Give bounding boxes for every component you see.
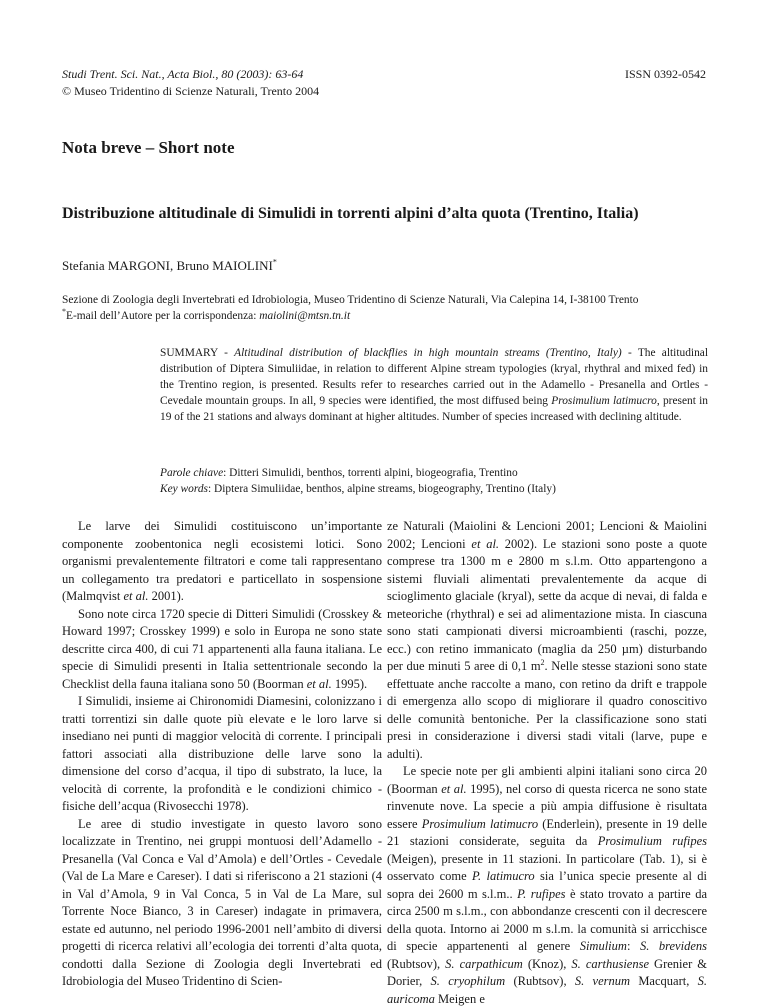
- affiliation-address: Sezione di Zoologia degli Invertebrati ed Idrobiologia, Museo Tridentino di Scienze Naturali, Via Calepina 14, I-38100 Trento: [62, 294, 639, 306]
- keywords: [160, 465, 708, 497]
- journal-citation: Studi Trent. Sci. Nat., Acta Biol., 80 (2003): 63-64: [62, 67, 304, 81]
- authors: [62, 258, 277, 274]
- summary-dash: -: [621, 347, 638, 359]
- summary-body: The altitudinal distribution of Diptera Simuliidae, in relation to different Alpine stream typologies (kryal, rhythral and mixed fed) in the Trentino region, is presented. Results refer to researches carried out in the Adamello - Presanella and Ortles - Cevedale mountain groups. In all, 9 species were identified, the most diffused being: [160, 347, 708, 407]
- affiliation: [62, 292, 722, 324]
- body-paragraph: Le larve dei Simulidi costituiscono un’importante componente zoobentonica negli ecosistemi lotici. Sono organismi prevalentemente filtratori e come tali rappresentano un collegamento tra predatori e particellato in sospensione (Malmqvist et al. 2001).: [62, 519, 382, 603]
- author-names: Stefania MARGONI, Bruno MAIOLINI: [62, 258, 273, 273]
- keywords-italian-text: : Ditteri Simulidi, benthos, torrenti alpini, biogeografia, Trentino: [223, 467, 518, 479]
- keywords-english: [160, 481, 708, 497]
- keywords-english-label: Key words: [160, 483, 208, 495]
- section-label: Nota breve – Short note: [62, 138, 235, 157]
- summary-species: Prosimulium latimucro: [551, 395, 657, 407]
- correspondence-mark: *: [62, 307, 66, 317]
- keywords-italian-label: Parole chiave: [160, 467, 224, 479]
- keywords-english-text: : Diptera Simuliidae, benthos, alpine streams, biogeography, Trentino (Italy): [208, 483, 556, 495]
- email-link[interactable]: maiolini@mtsn.tn.it: [259, 310, 351, 322]
- summary-body-end: , present in 19 of the 21 stations and always dominant at higher altitudes. Number of species increased with declining altitude.: [160, 395, 708, 423]
- correspondence-label: E-mail dell’Autore per la corrispondenza:: [66, 310, 260, 322]
- body-column-right: [387, 518, 707, 1008]
- journal-header: [62, 66, 319, 100]
- paper-title: Distribuzione altitudinale di Simulidi in torrenti alpini d’alta quota (Trentino, Italia): [62, 205, 639, 222]
- correspondence-line: [62, 308, 722, 324]
- summary-title: Altitudinal distribution of blackflies in high mountain streams (Trentino, Italy): [234, 347, 622, 359]
- keywords-italian: [160, 465, 708, 481]
- author-mark: *: [272, 257, 277, 267]
- body-paragraph: Le aree di studio investigate in questo lavoro sono localizzate in Trentino, nei gruppi montuosi dell’Adamello - Presanella (Val Conca e Val d’Amola) e dell’Ortles - Cevedale (Val de La Mare e Careser). I dati si riferiscono a 21 stazioni (4 in Val d’Amola, 9 in Val Conca, 5 in Val de La Mare, sul Torrente Noce Bianco, 3 in Careser) indagate in primavera, estate ed autunno, nel periodo 1996-2001 nell’ambito di diversi progetti di ricerca relativi all’ecologia dei torrenti d’alta quota, condotti dalla Sezione di Zoologia degli Invertebrati ed Idrobiologia del Museo Tridentino di Scien-: [62, 816, 382, 988]
- body-column-left: [62, 518, 382, 991]
- body-paragraph: I Simulidi, insieme ai Chironomidi Diamesini, colonizzano i tratti torrentizi sin dalle quote più elevate e le loro larve si insediano nei punti di maggior velocità di corrente. I principali fattori associati alla distribuzione delle larve sono la dimensione del corso d’acqua, il tipo di substrato, la luce, la velocità di corrente, la profondità e le condizioni chimico - fisiche dell’acqua (Rivosecchi 1978).: [62, 694, 382, 813]
- summary: [160, 345, 708, 425]
- body-paragraph: ze Naturali (Maiolini & Lencioni 2001; Lencioni & Maiolini 2002; Lencioni et al. 2002). Le stazioni sono poste a quote comprese tra 1300 m e 2800 m s.l.m. Otto appartengono a sistemi fluviali alimentati prevalentemente da acque di scioglimento glaciale (kryal), sette da acque di nevai, di falda e meteoriche (rhythral) e sei ad alimentazione mista. In ciascuna sono stati campionati diversi microambienti (raschi, pozze, ecc.) con retino immanicato (maglia da 250 µm) disturbando per due minuti 5 aree di 0,1 $m^2$. Nelle stesse stazioni sono state effettuate anche raccolte a mano, con retino da drift e trappole di emergenza allo scopo di migliorare il quadro conoscitivo delle comunità bentoniche. Per la classificazione sono stati presi in considerazione i diversi stadi vitali (larve, pupe e adulti).: [387, 519, 707, 761]
- copyright-line: © Museo Tridentino di Scienze Naturali, Trento 2004: [62, 84, 320, 98]
- body-paragraph: Sono note circa 1720 specie di Ditteri Simulidi (Crosskey & Howard 1997; Crosskey 1999) e solo in Europa ne sono state descritte circa 400, di cui 71 appartenenti alla fauna italiana. Le specie di Simulidi presenti in Italia settentrionale secondo la Checklist della fauna italiana sono 50 (Boorman et al. 1995).: [62, 606, 382, 691]
- summary-label: SUMMARY -: [160, 347, 235, 359]
- body-paragraph: Le specie note per gli ambienti alpini italiani sono circa 20 (Boorman et al. 1995), nel corso di questa ricerca ne sono state rinvenute nove. La specie a più ampia diffusione è risultata essere Prosimulium latimucro (Enderlein), presente in 19 delle 21 stazioni considerate, seguita da Prosimulium rufipes (Meigen), presente in 11 stazioni. In particolare (Tab. 1), si è osservato come P. latimucro sia l’unica specie presente al di sopra dei 2600 m s.l.m.. P. rufipes è stato trovato a partire da circa 2500 m s.l.m., con abbondanze crescenti con il decrescere della quota. Intorno ai 2000 m s.l.m. la comunità si arricchisce di specie appartenenti al genere Simulium: S. brevidens (Rubtsov), S. carpathicum (Knoz), S. carthusiense Grenier & Dorier, S. cryophilum (Rubtsov), S. vernum Macquart, S. auricoma Meigen e: [387, 764, 708, 1006]
- issn: ISSN 0392-0542: [624, 67, 706, 81]
